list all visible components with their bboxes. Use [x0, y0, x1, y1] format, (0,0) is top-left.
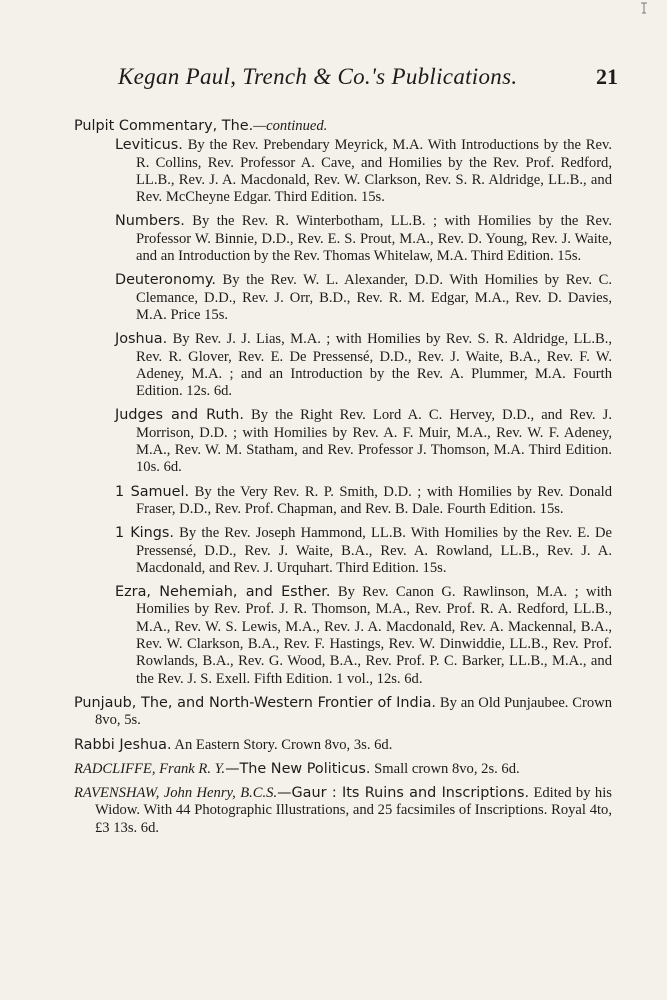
section-heading: [74, 118, 612, 135]
page-number: 21: [596, 64, 618, 89]
book-entry: [74, 213, 612, 265]
book-description: By the Rev. R. Winterbotham, LL.B. ; with Homilies by the Rev. Professor W. Binnie, D.D., Rev. E. S. Prout, M.A., Rev. D. Young, Rev. J. Waite, and an Introduction by the Rev. Thomas Whitelaw, M.A. Third Edition. 15s.: [136, 213, 612, 265]
book-heading: Deuteronomy.: [115, 272, 216, 289]
entry-description: Small crown 8vo, 2s. 6d.: [374, 760, 520, 777]
section-title: Pulpit Commentary, The.: [74, 118, 254, 134]
catalogue-entry: [74, 761, 612, 778]
entry-description: An Eastern Story. Crown 8vo, 3s. 6d.: [174, 736, 393, 753]
book-heading: Judges and Ruth.: [115, 407, 244, 424]
entry-description: Edited by his Widow. With 44 Photographic Illustrations, and 25 facsimiles of Inscriptions. Royal 4to, £3 13s. 6d.: [95, 785, 612, 836]
catalogue-entry: [74, 785, 612, 837]
entry-heading: Rabbi Jeshua.: [74, 736, 172, 753]
catalogue-entry: [74, 737, 612, 754]
catalogue-content: [74, 118, 612, 844]
book-heading: 1 Samuel.: [115, 483, 190, 500]
running-title: Kegan Paul, Trench & Co.'s Publications.: [118, 64, 518, 89]
book-heading: Joshua.: [115, 331, 168, 348]
book-entry: [74, 525, 612, 577]
entry-heading: —Gaur : Its Ruins and Inscriptions.: [277, 785, 530, 802]
book-entry: [74, 331, 612, 400]
book-entry: [74, 584, 612, 688]
book-description: By Rev. Canon G. Rawlinson, M.A. ; with Homilies by Rev. Prof. J. R. Thomson, M.A., Rev. Prof. R. A. Redford, LL.B., M.A., Rev. W. S. Lewis, M.A., Rev. J. A. Macdonald, Rev. A. Mackennal, B.A., Rev. W. Clarkson, B.A., Rev. F. Hastings, Rev. W. Dinwiddie, LL.B., Rev. Prof. Rowlands, B.A., Rev. G. Wood, B.A., Rev. Prof. P. C. Barker, LL.B., M.A., and the Rev. J. S. Exell. Fifth Edition. 1 vol., 12s. 6d.: [136, 584, 612, 687]
running-header: [118, 64, 618, 94]
section-continued: —continued.: [253, 118, 328, 134]
book-heading: Ezra, Nehemiah, and Esther.: [115, 584, 331, 601]
book-description: By the Rev. Prebendary Meyrick, M.A. With Introductions by the Rev. R. Collins, Rev. Professor A. Cave, and Homilies by the Rev. Prof. Redford, LL.B., Rev. J. A. Macdonald, Rev. W. Clarkson, Rev. S. R. Aldridge, LL.B., and Rev. McCheyne Edgar. Third Edition. 15s.: [136, 137, 612, 206]
book-description: By the Rev. Joseph Hammond, LL.B. With Homilies by the Rev. E. De Pressensé, D.D., Rev. J. Waite, B.A., Rev. A. Rowland, LL.B., Rev. J. A. Macdonald, and Rev. J. Urquhart. Third Edition. 15s.: [136, 525, 612, 576]
book-entry: [74, 272, 612, 324]
catalogue-entry: [74, 695, 612, 730]
entry-heading: Punjaub, The, and North-Western Frontier of India.: [74, 694, 437, 711]
book-description: By the Very Rev. R. P. Smith, D.D. ; with Homilies by Rev. Donald Fraser, D.D., Rev. Prof. Chapman, and Rev. B. Dale. Fourth Edition. 15s.: [136, 483, 612, 517]
book-heading: Numbers.: [115, 213, 185, 230]
entry-description: By an Old Punjaubee. Crown 8vo, 5s.: [95, 694, 612, 729]
book-heading: Leviticus.: [115, 137, 183, 154]
entry-heading: —The New Politicus.: [225, 760, 371, 777]
book-description: By the Right Rev. Lord A. C. Hervey, D.D., and Rev. J. Morrison, D.D. ; with Homilies by Rev. A. F. Muir, M.A., Rev. W. F. Adeney, M.A., Rev. W. M. Statham, and Rev. Professor J. Thomson, M.A. Third Edition. 10s. 6d.: [136, 407, 612, 476]
book-description: By the Rev. W. L. Alexander, D.D. With Homilies by Rev. C. Clemance, D.D., Rev. J. Orr, B.D., Rev. R. M. Edgar, M.A., Rev. D. Davies, M.A. Price 15s.: [136, 272, 612, 323]
printer-mark-icon: [639, 2, 649, 14]
book-entry: [74, 484, 612, 519]
book-heading: 1 Kings.: [115, 525, 174, 542]
book-description: By Rev. J. J. Lias, M.A. ; with Homilies by Rev. S. R. Aldridge, LL.B., Rev. R. Glover, Rev. E. De Pressensé, D.D., Rev. J. Waite, B.A., Rev. F. W. Adeney, M.A. ; and an Introduction by the Rev. A. Plummer, M.A. Fourth Edition. 12s. 6d.: [136, 331, 613, 400]
entry-author: RADCLIFFE, Frank R. Y.: [74, 760, 226, 777]
book-entry: [74, 137, 612, 206]
book-entry: [74, 407, 612, 476]
entry-author: RAVENSHAW, John Henry, B.C.S.: [74, 785, 278, 802]
